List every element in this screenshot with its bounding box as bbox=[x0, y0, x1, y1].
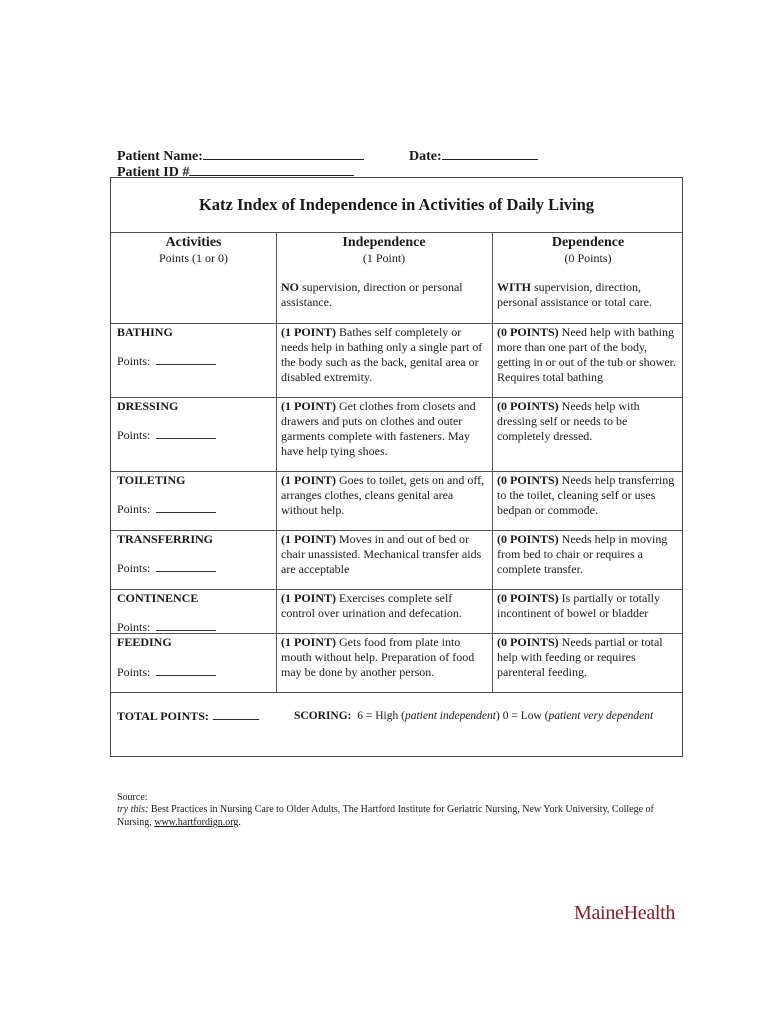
point-label: (0 POINTS) bbox=[497, 473, 559, 487]
mainehealth-logo: MaineHealth bbox=[574, 902, 676, 924]
toileting-dependence bbox=[497, 473, 681, 518]
criteria-text: Gets food from plate into mouth without help. Preparation of food may be done by another person. bbox=[281, 635, 475, 679]
independence-sub: (1 Point) bbox=[362, 251, 406, 265]
dependence-desc-bold: WITH bbox=[497, 280, 532, 294]
continence-points bbox=[117, 620, 216, 635]
independence-desc-text: supervision, direction or personal assistance. bbox=[281, 280, 463, 309]
hartford-link[interactable]: www.hartfordign.org bbox=[154, 817, 239, 828]
criteria-text: Needs help in moving from bed to chair or requires a complete transfer. bbox=[497, 532, 668, 576]
points-label: Points: bbox=[117, 502, 151, 516]
dressing-dependence bbox=[497, 399, 681, 444]
activities-sub: Points (1 or 0) bbox=[159, 251, 228, 265]
independence-desc-bold: NO bbox=[281, 280, 299, 294]
total-points-blank[interactable] bbox=[213, 709, 259, 720]
points-blank[interactable] bbox=[156, 354, 216, 365]
row-divider bbox=[111, 397, 682, 398]
point-label: (1 POINT) bbox=[281, 473, 336, 487]
criteria-text: Bathes self completely or needs help in bathing only a single part of the body such as the back, genital area or disabled extremity. bbox=[281, 325, 483, 384]
bathing-independence bbox=[281, 325, 489, 385]
scoring-low: ) 0 = Low ( bbox=[496, 710, 549, 722]
patient-name-label: Patient Name: bbox=[117, 149, 203, 164]
continence-independence bbox=[281, 591, 489, 621]
independence-title: Independence bbox=[342, 235, 426, 250]
column-divider-2 bbox=[492, 232, 493, 692]
points-label: Points: bbox=[117, 428, 151, 442]
total-points-label: TOTAL POINTS: bbox=[117, 709, 209, 723]
citation-end: . bbox=[238, 817, 241, 828]
point-label: (1 POINT) bbox=[281, 591, 336, 605]
scoring-low-note: patient very dependent bbox=[548, 710, 654, 722]
dependence-description bbox=[497, 280, 681, 310]
dressing-points bbox=[117, 428, 216, 443]
activity-feeding: FEEDING bbox=[117, 635, 172, 649]
points-blank[interactable] bbox=[156, 620, 216, 631]
feeding-independence bbox=[281, 635, 489, 680]
dressing-independence bbox=[281, 399, 489, 459]
transferring-dependence bbox=[497, 532, 681, 577]
dependence-header bbox=[492, 235, 684, 266]
feeding-points bbox=[117, 665, 216, 680]
feeding-dependence bbox=[497, 635, 681, 680]
scoring-high-note: patient independent bbox=[404, 710, 496, 722]
row-divider bbox=[111, 471, 682, 472]
points-label: Points: bbox=[117, 561, 151, 575]
source-citation bbox=[117, 803, 687, 829]
points-blank[interactable] bbox=[156, 428, 216, 439]
criteria-text: Needs help transferring to the toilet, cleaning self or uses bedpan or commode. bbox=[497, 473, 675, 517]
row-divider bbox=[111, 530, 682, 531]
try-this: try this: bbox=[117, 804, 149, 815]
points-label: Points: bbox=[117, 354, 151, 368]
activity-toileting: TOILETING bbox=[117, 473, 186, 487]
date-label: Date: bbox=[409, 149, 442, 164]
date-blank[interactable] bbox=[442, 146, 538, 160]
katz-index-form bbox=[110, 177, 683, 757]
independence-header bbox=[276, 235, 492, 266]
dependence-desc-text: supervision, direction, personal assistance or total care. bbox=[497, 280, 652, 309]
point-label: (1 POINT) bbox=[281, 399, 336, 413]
source-label: Source: bbox=[117, 792, 148, 803]
scoring bbox=[294, 709, 653, 724]
bathing-points bbox=[117, 354, 216, 369]
criteria-text: Needs help with dressing self or needs to be completely dressed. bbox=[497, 399, 640, 443]
points-blank[interactable] bbox=[156, 502, 216, 513]
activity-dressing: DRESSING bbox=[117, 399, 179, 413]
patient-id-label: Patient ID # bbox=[117, 165, 190, 180]
scoring-high: 6 = High ( bbox=[357, 710, 405, 722]
criteria-text: Goes to toilet, gets on and off, arranges clothes, cleans genital area without help. bbox=[281, 473, 485, 517]
activity-continence: CONTINENCE bbox=[117, 591, 199, 605]
point-label: (1 POINT) bbox=[281, 635, 336, 649]
criteria-text: Get clothes from closets and drawers and puts on clothes and outer garments complete with fasteners. May have help tying shoes. bbox=[281, 399, 476, 458]
criteria-text: Exercises complete self control over urination and defecation. bbox=[281, 591, 462, 620]
point-label: (0 POINTS) bbox=[497, 635, 559, 649]
point-label: (1 POINT) bbox=[281, 325, 336, 339]
dependence-title: Dependence bbox=[551, 235, 625, 250]
total-points bbox=[117, 709, 259, 724]
independence-description bbox=[281, 280, 486, 310]
points-label: Points: bbox=[117, 665, 151, 679]
activity-transferring: TRANSFERRING bbox=[117, 532, 214, 546]
criteria-text: Needs partial or total help with feeding or requires parenteral feeding. bbox=[497, 635, 663, 679]
criteria-text: Is partially or totally incontinent of bowel or bladder bbox=[497, 591, 660, 620]
activities-title: Activities bbox=[165, 235, 222, 250]
scoring-label: SCORING: bbox=[294, 710, 352, 722]
point-label: (0 POINTS) bbox=[497, 399, 559, 413]
toileting-points bbox=[117, 502, 216, 517]
point-label: (0 POINTS) bbox=[497, 591, 559, 605]
activities-header bbox=[111, 235, 276, 266]
patient-id-blank[interactable] bbox=[189, 162, 354, 176]
continence-dependence bbox=[497, 591, 681, 621]
transferring-points bbox=[117, 561, 216, 576]
points-blank[interactable] bbox=[156, 561, 216, 572]
transferring-independence bbox=[281, 532, 489, 577]
points-label: Points: bbox=[117, 620, 151, 634]
criteria-text: Moves in and out of bed or chair unassisted. Mechanical transfer aids are acceptable bbox=[281, 532, 482, 576]
point-label: (0 POINTS) bbox=[497, 325, 559, 339]
row-divider bbox=[111, 692, 682, 693]
date-line bbox=[409, 146, 538, 165]
form-title: Katz Index of Independence in Activities of Daily Living bbox=[111, 178, 682, 233]
points-blank[interactable] bbox=[156, 665, 216, 676]
citation-text: Best Practices in Nursing Care to Older Adults, The Hartford Institute for Geriatric Nursing, New York University, College of Nursing, bbox=[117, 804, 654, 828]
row-divider bbox=[111, 589, 682, 590]
criteria-text: Need help with bathing more than one part of the body, getting in or out of the tub or shower. Requires total bathing bbox=[497, 325, 676, 384]
activity-bathing: BATHING bbox=[117, 325, 173, 339]
point-label: (0 POINTS) bbox=[497, 532, 559, 546]
column-divider-1 bbox=[276, 232, 277, 692]
toileting-independence bbox=[281, 473, 489, 518]
bathing-dependence bbox=[497, 325, 681, 385]
row-divider bbox=[111, 323, 682, 324]
patient-name-blank[interactable] bbox=[203, 146, 364, 160]
dependence-sub: (0 Points) bbox=[564, 251, 612, 265]
point-label: (1 POINT) bbox=[281, 532, 336, 546]
